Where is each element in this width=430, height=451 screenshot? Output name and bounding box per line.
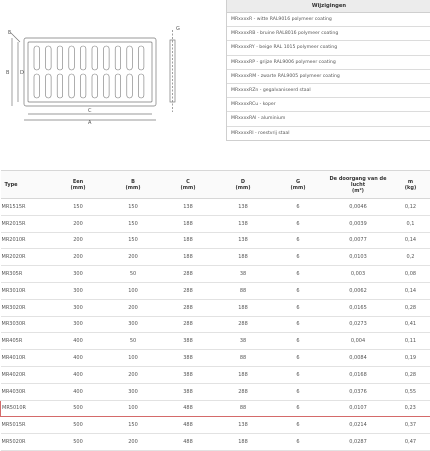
table-cell: MR2020R [1, 249, 51, 266]
table-cell: 6 [271, 282, 326, 299]
table-row [1, 316, 430, 333]
table-cell: 6 [271, 266, 326, 283]
table-row [1, 266, 430, 283]
table-cell: 188 [216, 299, 271, 316]
table-cell: 388 [161, 383, 216, 400]
column-header [161, 171, 216, 199]
table-cell: 0,0107 [326, 400, 391, 417]
table-cell: 288 [161, 282, 216, 299]
dim-label-d: D [20, 70, 24, 76]
table-cell: 88 [216, 282, 271, 299]
column-header [271, 171, 326, 199]
table-cell: MR3020R [1, 299, 51, 316]
table-row [1, 383, 430, 400]
grille-slot [57, 46, 63, 70]
table-cell: 300 [106, 383, 161, 400]
table-row [1, 215, 430, 232]
table-cell: 0,0062 [326, 282, 391, 299]
table-cell: 6 [271, 299, 326, 316]
column-header-unit: (m²) [328, 188, 389, 194]
grille-slot [115, 46, 121, 70]
table-cell: 138 [216, 232, 271, 249]
table-cell: 0,11 [391, 333, 430, 350]
grille-slot [127, 46, 133, 70]
column-header-label: Een [53, 179, 104, 185]
changes-item: MRxxxxRP - grijze RAL9006 polymeer coating [227, 56, 430, 70]
table-cell: 0,0168 [326, 366, 391, 383]
table-cell: 188 [161, 249, 216, 266]
table-cell: 188 [161, 215, 216, 232]
table-cell: 300 [51, 316, 106, 333]
table-cell: 100 [106, 350, 161, 367]
column-header-label: B [108, 179, 159, 185]
table-cell: 0,19 [391, 350, 430, 367]
table-cell: 38 [216, 266, 271, 283]
table-cell: 0,28 [391, 366, 430, 383]
column-header-label: De doorgang van de lucht [328, 176, 389, 188]
changes-item: MRxxxxRZn - gegalvaniseerd staal [227, 84, 430, 98]
table-cell: 0,55 [391, 383, 430, 400]
table-cell: MR4030R [1, 383, 51, 400]
table-cell: 200 [51, 215, 106, 232]
grille-slot [69, 46, 75, 70]
table-cell: MR305R [1, 266, 51, 283]
table-row [1, 417, 430, 434]
table-cell: 100 [106, 400, 161, 417]
table-cell: MR5015R [1, 417, 51, 434]
table-cell: 300 [106, 316, 161, 333]
column-header-unit: (mm) [108, 185, 159, 191]
spec-header-row [1, 171, 430, 199]
column-header-label: m [393, 179, 429, 185]
table-cell: 188 [161, 232, 216, 249]
table-cell: 0,0039 [326, 215, 391, 232]
column-header [326, 171, 391, 199]
table-cell: 0,003 [326, 266, 391, 283]
table-cell: 0,41 [391, 316, 430, 333]
table-cell: 6 [271, 249, 326, 266]
grille-slot [46, 46, 52, 70]
table-cell: MR405R [1, 333, 51, 350]
table-cell: MR2015R [1, 215, 51, 232]
table-cell: 488 [161, 400, 216, 417]
table-cell: 300 [51, 282, 106, 299]
table-cell: MR4010R [1, 350, 51, 367]
grille-slot [92, 46, 98, 70]
table-cell: 150 [106, 417, 161, 434]
changes-item: MRxxxxR - witte RAL9016 polymeer coating [227, 13, 430, 27]
column-header-label: D [218, 179, 269, 185]
table-row [1, 199, 430, 216]
column-header-unit: (mm) [218, 185, 269, 191]
table-cell: 0,0287 [326, 434, 391, 451]
table-row [1, 299, 430, 316]
column-header [51, 171, 106, 199]
table-cell: 0,0165 [326, 299, 391, 316]
table-cell: 0,2 [391, 249, 430, 266]
grille-slot [104, 74, 110, 98]
table-row [1, 249, 430, 266]
table-cell: 100 [106, 282, 161, 299]
table-cell: 0,28 [391, 299, 430, 316]
dim-label-a: A [88, 120, 92, 126]
table-cell: 0,1 [391, 215, 430, 232]
table-cell: 6 [271, 316, 326, 333]
changes-item: MRxxxxRI - roestvrij staal [227, 127, 430, 140]
grille-slot [69, 74, 75, 98]
grille-slot [34, 74, 40, 98]
table-cell: 150 [106, 215, 161, 232]
table-cell: 288 [161, 316, 216, 333]
changes-item: MRxxxxRM - zwarte RAL9005 polymeer coating [227, 70, 430, 84]
table-row [1, 366, 430, 383]
column-header [391, 171, 430, 199]
changes-item: MRxxxxRCu - koper [227, 98, 430, 112]
table-cell: 188 [216, 434, 271, 451]
table-cell: 200 [51, 232, 106, 249]
table-cell: 150 [106, 199, 161, 216]
table-cell: 88 [216, 350, 271, 367]
table-row [1, 333, 430, 350]
table-cell: 488 [161, 417, 216, 434]
table-cell: 388 [161, 366, 216, 383]
table-cell: 0,004 [326, 333, 391, 350]
table-cell: 138 [161, 199, 216, 216]
table-cell: 288 [216, 383, 271, 400]
table-cell: 0,0103 [326, 249, 391, 266]
table-cell: 200 [106, 299, 161, 316]
grille-slot [138, 46, 144, 70]
table-cell: 0,0046 [326, 199, 391, 216]
table-cell: 500 [51, 417, 106, 434]
table-cell: 88 [216, 400, 271, 417]
column-header-unit: (kg) [393, 185, 429, 191]
column-header [1, 171, 51, 199]
spec-table [0, 170, 430, 451]
column-header-label: C [163, 179, 214, 185]
table-cell: 0,37 [391, 417, 430, 434]
grille-slot [57, 74, 63, 98]
table-cell: 300 [51, 299, 106, 316]
grille-slot [138, 74, 144, 98]
table-cell: 6 [271, 215, 326, 232]
grille-slot [34, 46, 40, 70]
grille-slot [80, 74, 86, 98]
table-cell: 288 [216, 316, 271, 333]
table-cell: MR1515R [1, 199, 51, 216]
table-cell: 6 [271, 400, 326, 417]
table-cell: 0,14 [391, 282, 430, 299]
table-cell: 138 [216, 417, 271, 434]
table-cell: 288 [161, 266, 216, 283]
table-cell: 500 [51, 400, 106, 417]
table-cell: 6 [271, 199, 326, 216]
table-cell: 500 [51, 434, 106, 451]
grille-slots [34, 46, 144, 98]
table-cell: 138 [216, 215, 271, 232]
table-cell: 150 [106, 232, 161, 249]
table-cell: 150 [51, 199, 106, 216]
table-cell: 0,23 [391, 400, 430, 417]
table-cell: 38 [216, 333, 271, 350]
table-row [1, 434, 430, 451]
changes-item: MRxxxxRB - bruine RAL8016 polymeer coating [227, 27, 430, 41]
table-row [1, 282, 430, 299]
changes-table [226, 0, 430, 141]
table-cell: 200 [106, 434, 161, 451]
table-cell: 6 [271, 232, 326, 249]
column-header-unit: (mm) [273, 185, 324, 191]
table-cell: 200 [51, 249, 106, 266]
table-cell: 188 [216, 366, 271, 383]
column-header [106, 171, 161, 199]
column-header-unit: (mm) [53, 185, 104, 191]
table-cell: 400 [51, 333, 106, 350]
table-row [1, 400, 430, 417]
column-header-label: G [273, 179, 324, 185]
table-cell: 0,0084 [326, 350, 391, 367]
table-cell: MR3010R [1, 282, 51, 299]
table-cell: 6 [271, 366, 326, 383]
table-cell: 6 [271, 333, 326, 350]
changes-item: MRxxxxRAl - aluminium [227, 112, 430, 126]
table-cell: 50 [106, 266, 161, 283]
table-cell: 0,0077 [326, 232, 391, 249]
grille-slot [92, 74, 98, 98]
table-cell: 50 [106, 333, 161, 350]
dim-label-c: C [88, 108, 92, 114]
table-cell: 400 [51, 350, 106, 367]
grille-slot [104, 46, 110, 70]
table-cell: 288 [161, 299, 216, 316]
table-cell: 0,08 [391, 266, 430, 283]
table-cell: 200 [106, 366, 161, 383]
table-cell: 0,0376 [326, 383, 391, 400]
table-row [1, 232, 430, 249]
dim-label-e: E [8, 30, 11, 36]
table-cell: 488 [161, 434, 216, 451]
dim-label-b: B [6, 70, 10, 76]
table-cell: 0,12 [391, 199, 430, 216]
grille-slot [80, 46, 86, 70]
column-header [216, 171, 271, 199]
table-cell: 6 [271, 417, 326, 434]
table-cell: MR3030R [1, 316, 51, 333]
technical-drawing [0, 0, 215, 150]
table-row [1, 350, 430, 367]
table-cell: MR2010R [1, 232, 51, 249]
grille-slot [127, 74, 133, 98]
grille-outline [24, 38, 156, 106]
changes-title: Wijzigingen [227, 0, 430, 13]
table-cell: 400 [51, 383, 106, 400]
dim-label-g: G [176, 26, 180, 32]
grille-slot [46, 74, 52, 98]
table-cell: 300 [51, 266, 106, 283]
table-cell: 200 [106, 249, 161, 266]
table-cell: 388 [161, 350, 216, 367]
table-cell: 0,0214 [326, 417, 391, 434]
table-cell: MR5020R [1, 434, 51, 451]
table-cell: 388 [161, 333, 216, 350]
changes-item: MRxxxxRY - beige RAL 1015 polymeer coating [227, 41, 430, 55]
table-cell: 0,47 [391, 434, 430, 451]
table-cell: 138 [216, 199, 271, 216]
table-cell: 6 [271, 350, 326, 367]
column-header-unit: (mm) [163, 185, 214, 191]
table-cell: 188 [216, 249, 271, 266]
column-header-label: Type [5, 182, 49, 188]
table-cell: 6 [271, 434, 326, 451]
table-cell: MR4020R [1, 366, 51, 383]
table-cell: 0,14 [391, 232, 430, 249]
table-cell: 0,0273 [326, 316, 391, 333]
table-cell: 6 [271, 383, 326, 400]
table-cell: 400 [51, 366, 106, 383]
grille-slot [115, 74, 121, 98]
table-cell: MR5010R [1, 400, 51, 417]
